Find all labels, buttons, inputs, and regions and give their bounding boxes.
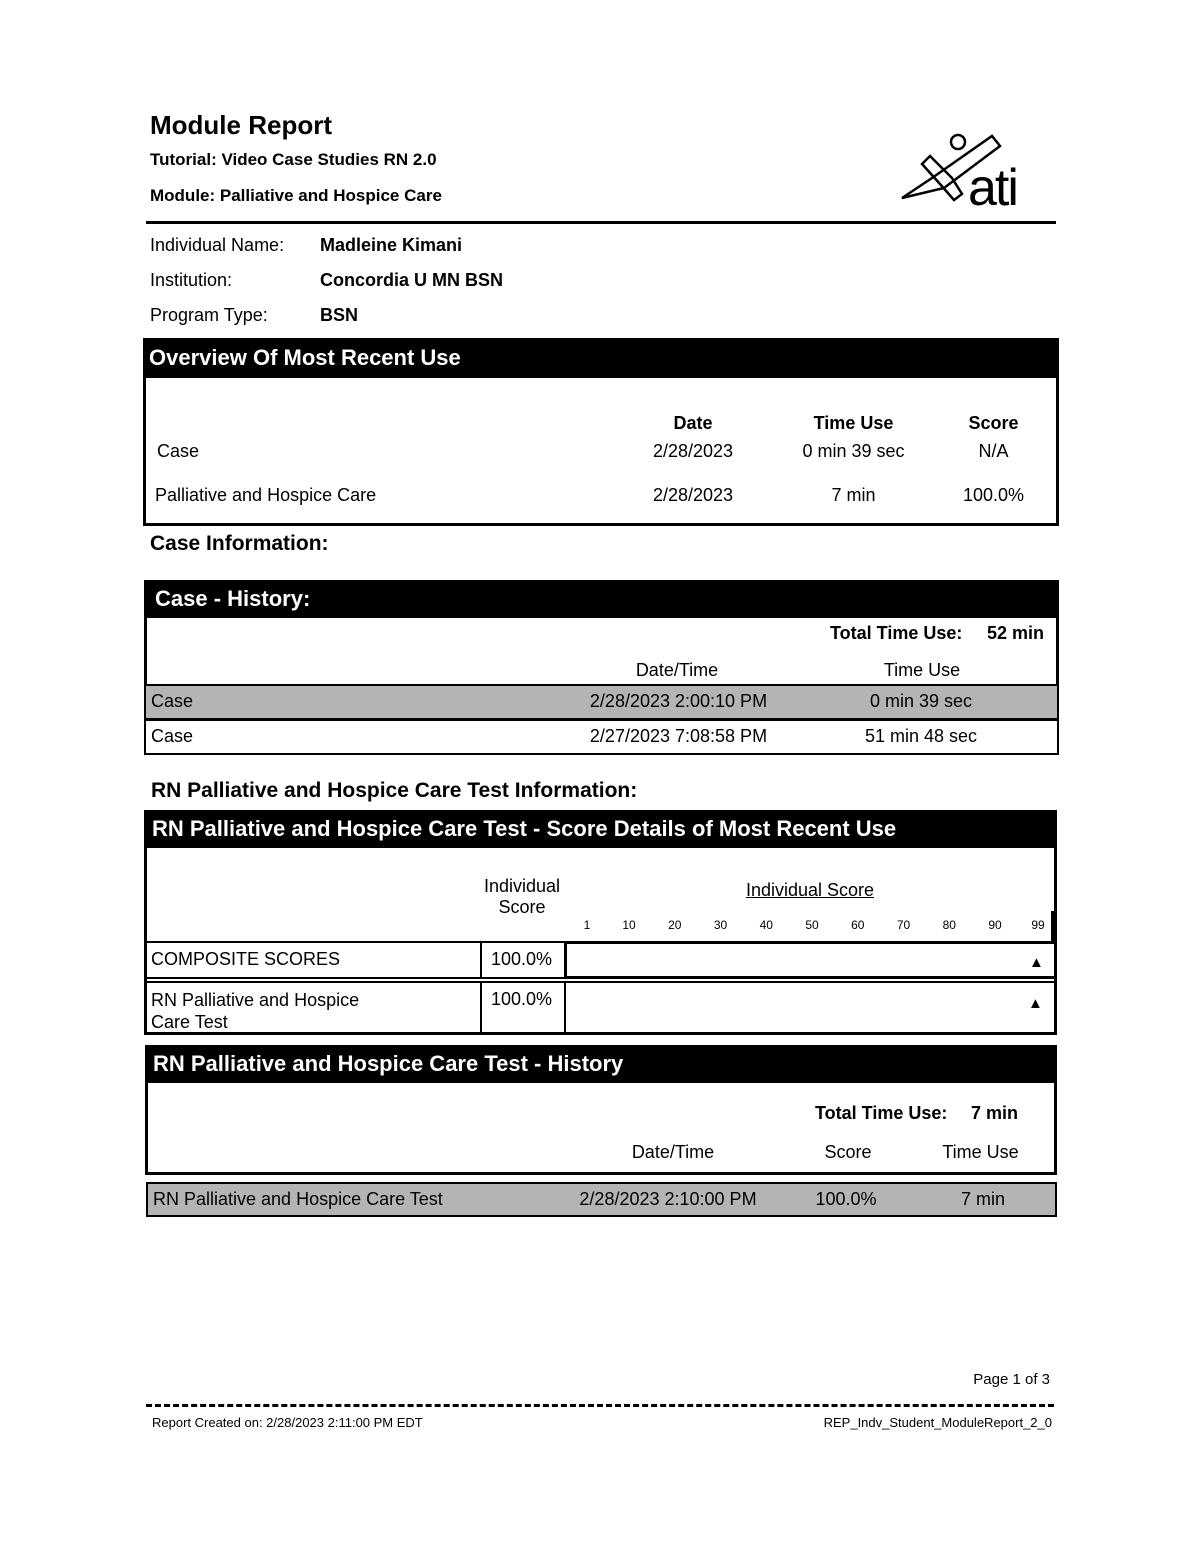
logo-text: ati [968,159,1017,217]
score-row-label-cell [144,941,482,979]
case-history-section [144,580,1059,687]
score-row-label-line1: RN Palliative and Hospice [151,990,360,1010]
overview-row-score: N/A [978,441,1009,461]
report-id: REP_Indv_Student_ModuleReport_2_0 [823,1415,1052,1430]
scale-tick-label: 30 [713,918,728,932]
table-row [146,1182,1057,1217]
program-label: Program Type: [150,305,268,325]
scale-tick-label: 50 [805,918,819,932]
score-marker-icon: ▲ [1028,995,1043,1012]
page-number: Page 1 of 3 [973,1371,1050,1388]
tutorial-name: Tutorial: Video Case Studies RN 2.0 [150,150,437,169]
score-row-label-line2: Care Test [151,1012,228,1032]
col-time-use: Time Use [813,413,894,433]
case-row-datetime: 2/27/2023 7:08:58 PM [589,726,768,746]
score-row-score-cell [480,941,566,979]
score-row-label: COMPOSITE SCORES [151,949,341,969]
test-total-label: Total Time Use: [815,1103,948,1123]
score-bar-cell [564,941,1057,979]
overview-row-score: 100.0% [962,485,1025,505]
score-bar-cell [564,981,1057,1035]
scale-tick-label: 80 [942,918,956,932]
col-score: Score [968,413,1019,433]
test-history-section [145,1045,1057,1175]
footer-divider [146,1404,1054,1407]
overview-row-time: 7 min [831,485,876,505]
case-col-datetime: Date/Time [635,660,719,680]
overview-row-name: Palliative and Hospice Care [155,485,377,505]
test-row-score: 100.0% [815,1189,877,1209]
report-created: Report Created on: 2/28/2023 2:11:00 PM EDT [152,1415,423,1430]
score-row-score: 100.0% [491,989,553,1009]
scale-tick-label: 40 [759,918,773,932]
test-col-time: Time Use [942,1142,1019,1162]
test-info-heading: RN Palliative and Hospice Care Test Information: [151,779,638,802]
name-label: Individual Name: [150,235,285,255]
overview-row-name: Case [157,441,200,461]
case-history-heading: Case - History: [144,580,1059,618]
individual-score-header-line1: Individual [483,876,561,896]
col-date: Date [673,413,713,433]
table-row [144,684,1059,720]
test-row-time: 7 min [960,1189,1005,1209]
case-total-label: Total Time Use: [830,623,963,643]
case-row-datetime: 2/28/2023 2:00:10 PM [589,691,768,711]
test-total-value: 7 min [971,1103,1019,1123]
page-title: Module Report [150,110,332,140]
overview-row-time: 0 min 39 sec [802,441,905,461]
scale-tick-label: 99 [1031,918,1045,932]
case-row-time: 0 min 39 sec [869,691,973,711]
score-row-label-cell [144,981,482,1035]
student-name: Madleine Kimani [320,235,463,255]
score-marker-icon: ▲ [1029,954,1044,971]
case-row-time: 51 min 48 sec [864,726,978,746]
overview-row-date: 2/28/2023 [652,485,734,505]
score-row-score-cell [480,981,566,1035]
case-row-name: Case [151,691,194,711]
individual-score-header [470,876,574,918]
test-row-name: RN Palliative and Hospice Care Test [153,1189,443,1209]
case-row-name: Case [151,726,194,746]
individual-score-header-line2: Score [498,897,546,917]
ati-logo [892,128,1052,220]
overview-section [143,338,1059,526]
overview-row-date: 2/28/2023 [652,441,734,461]
scale-tick-label: 1 [583,918,591,932]
test-history-heading: RN Palliative and Hospice Care Test - History [145,1045,1057,1083]
case-info-heading: Case Information: [150,532,329,555]
score-details-heading: RN Palliative and Hospice Care Test - Score Details of Most Recent Use [144,810,1057,848]
scale-tick-label: 90 [988,918,1002,932]
scale-title: Individual Score [745,880,875,900]
institution-value: Concordia U MN BSN [320,270,504,290]
scale-tick-label: 70 [896,918,911,932]
scale-tick-label: 10 [622,918,636,932]
case-total-value: 52 min [987,623,1045,643]
module-name: Module: Palliative and Hospice Care [150,186,442,205]
test-row-datetime: 2/28/2023 2:10:00 PM [579,1189,757,1209]
table-row [144,719,1059,755]
test-col-score: Score [824,1142,872,1162]
institution-label: Institution: [150,270,233,290]
scale-tick-label: 20 [668,918,682,932]
scale-tick-label: 60 [851,918,865,932]
score-row-label [151,989,359,1033]
case-col-time: Time Use [883,660,961,680]
program-value: BSN [320,305,359,325]
score-row-score: 100.0% [491,949,553,969]
overview-heading: Overview Of Most Recent Use [143,338,1059,378]
header-rule [146,221,1056,224]
test-col-datetime: Date/Time [631,1142,715,1162]
